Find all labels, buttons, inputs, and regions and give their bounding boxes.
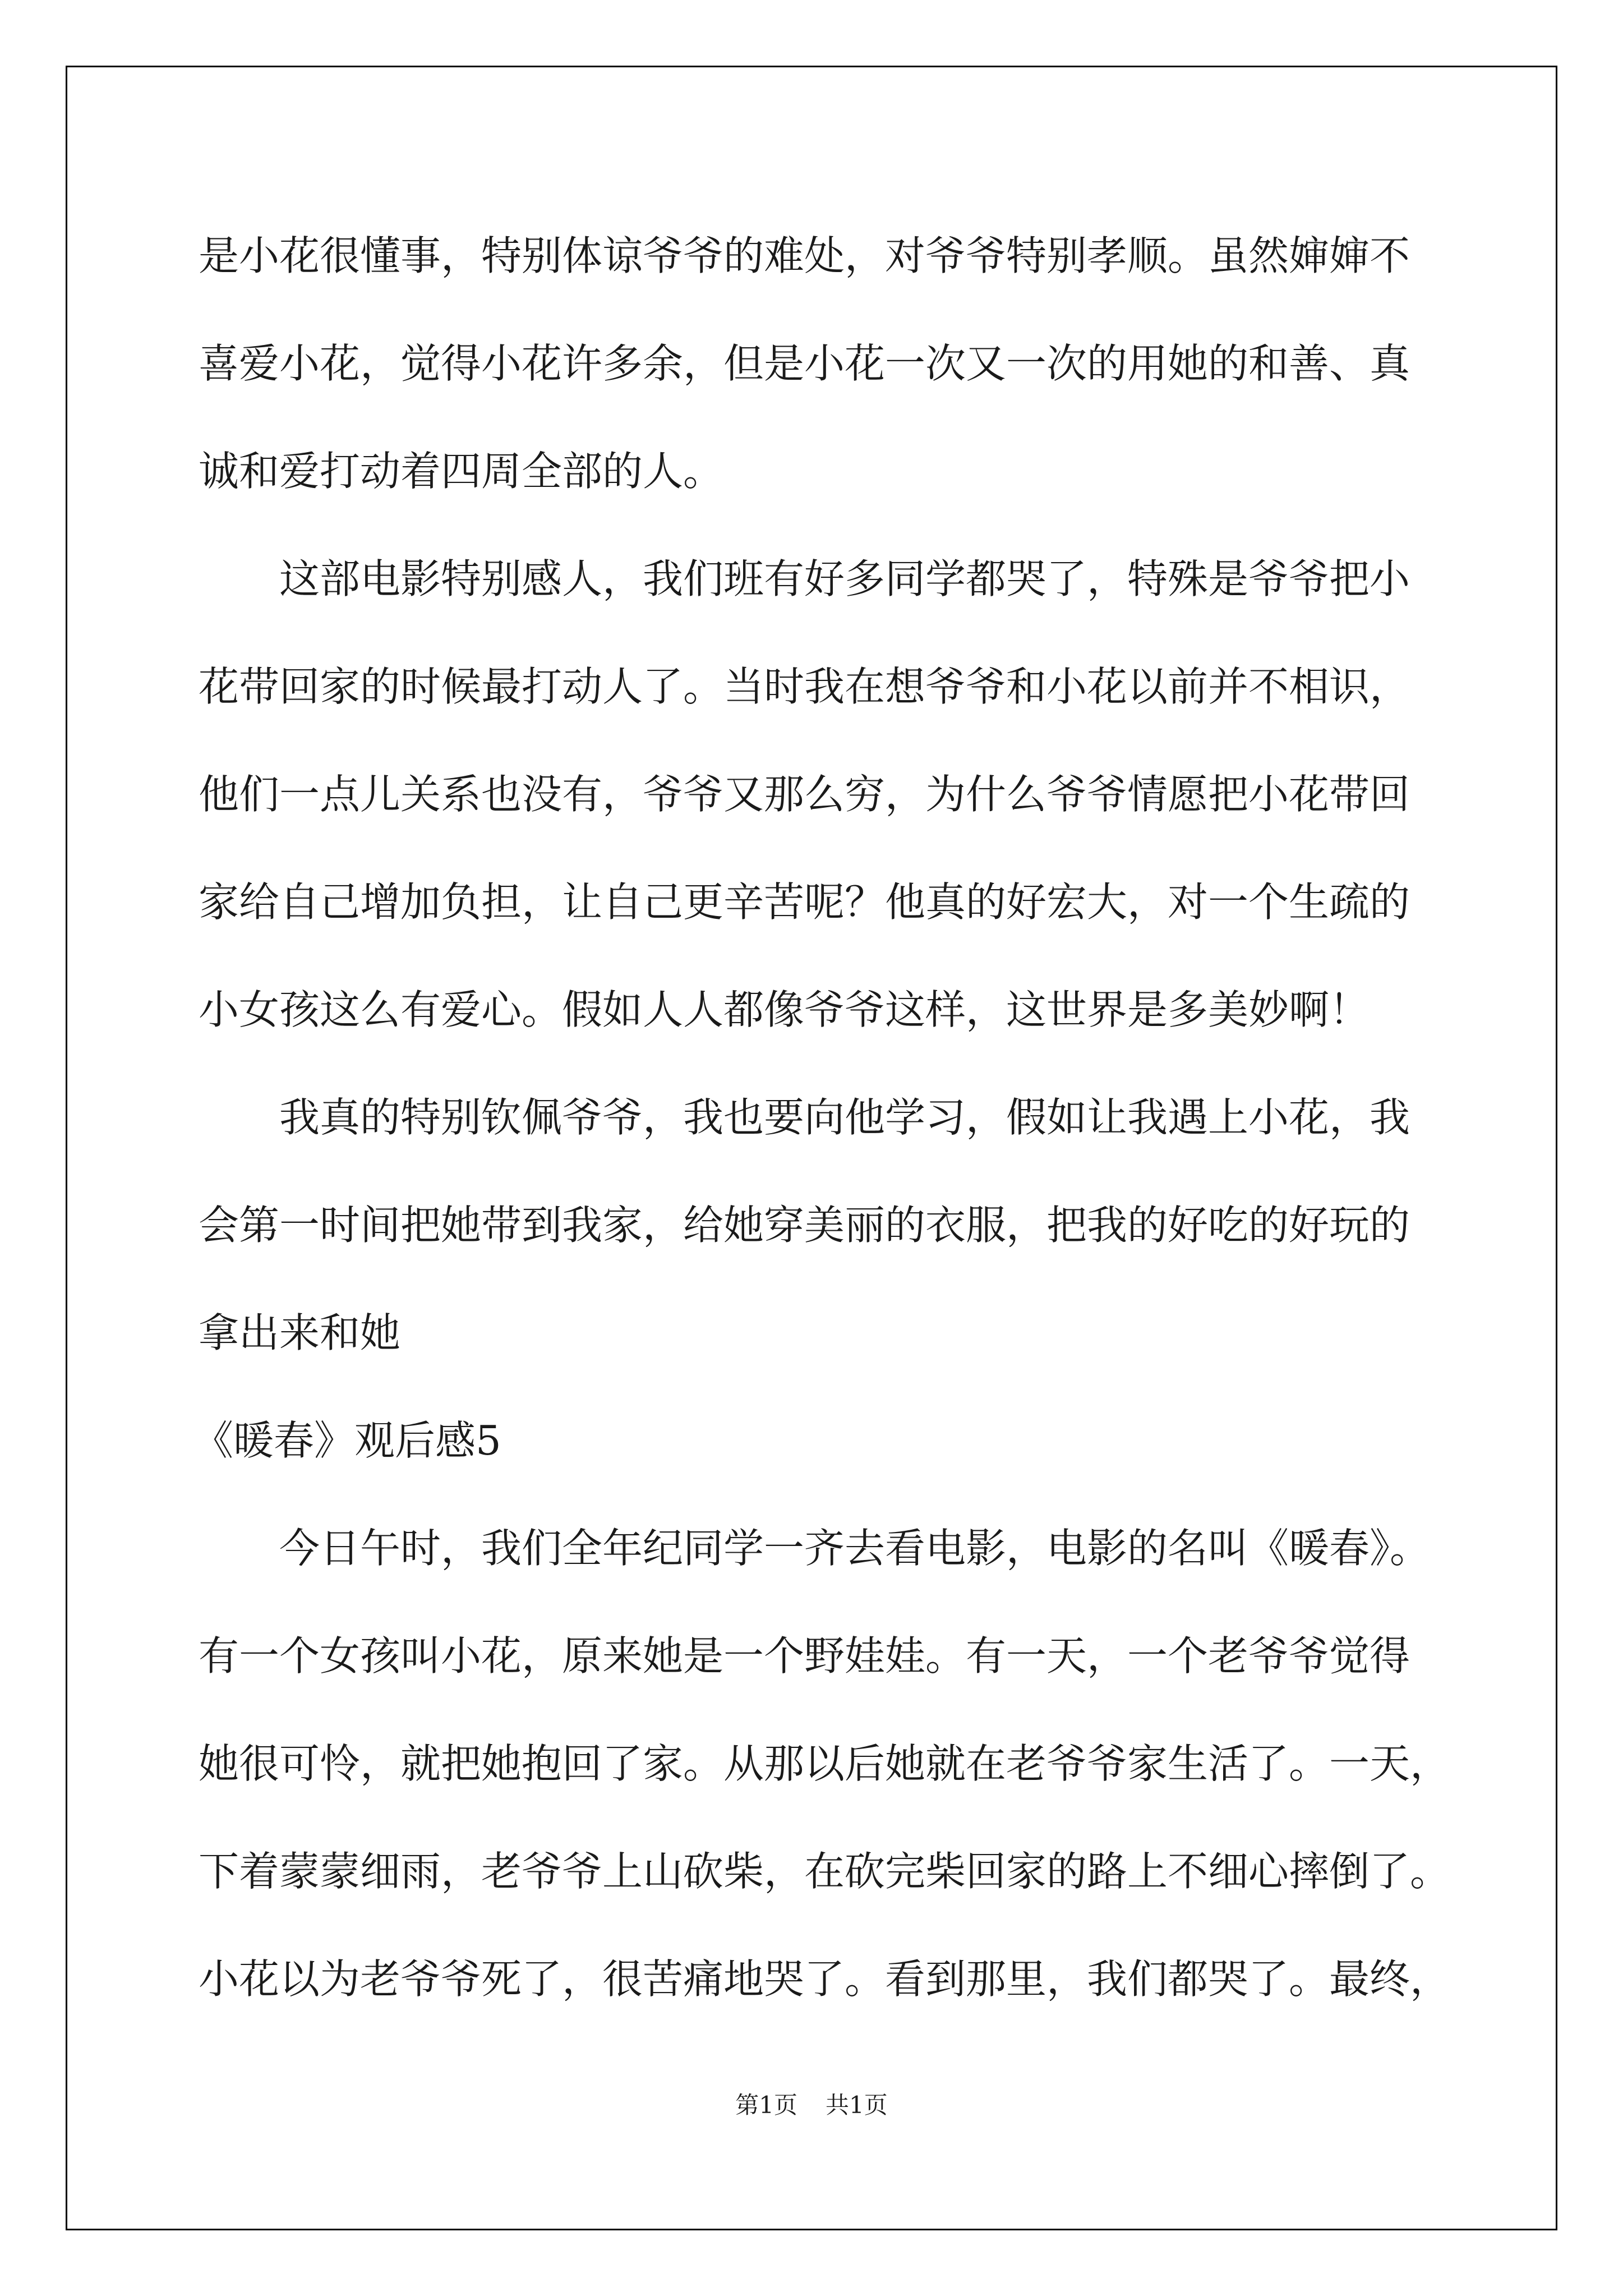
text-line: 小花以为老爷爷死了，很苦痛地哭了。看到那里，我们都哭了。最终， <box>199 1955 1451 2003</box>
text-line: 花带回家的时候最打动人了。当时我在想爷爷和小花以前并不相识， <box>199 663 1410 710</box>
section-heading: 《暖春》观后感5 <box>193 1417 501 1464</box>
page-number-total: 共1页 <box>826 2091 888 2119</box>
text-line: 是小花很懂事，特别体谅爷爷的难处，对爷爷特别孝顺。虽然婶婶不 <box>199 232 1410 279</box>
text-line: 喜爱小花，觉得小花许多余，但是小花一次又一次的用她的和善、真 <box>199 340 1410 387</box>
text-line: 会第一时间把她带到我家，给她穿美丽的衣服，把我的好吃的好玩的 <box>199 1202 1410 1249</box>
text-line: 她很可怜，就把她抱回了家。从那以后她就在老爷爷家生活了。一天， <box>199 1740 1451 1787</box>
page-footer <box>0 2087 1623 2120</box>
text-line: 小女孩这么有爱心。假如人人都像爷爷这样，这世界是多美妙啊！ <box>199 986 1370 1033</box>
text-line: 我真的特别钦佩爷爷，我也要向他学习，假如让我遇上小花，我 <box>279 1094 1410 1141</box>
page-number-current: 第1页 <box>735 2091 797 2119</box>
text-line: 有一个女孩叫小花，原来她是一个野娃娃。有一天，一个老爷爷觉得 <box>199 1632 1410 1680</box>
text-line: 家给自己增加负担，让自己更辛苦呢？他真的好宏大，对一个生疏的 <box>199 878 1410 926</box>
document-body <box>193 202 1466 2033</box>
text-line: 这部电影特别感人，我们班有好多同学都哭了，特殊是爷爷把小 <box>279 555 1410 602</box>
text-line: 下着蒙蒙细雨，老爷爷上山砍柴，在砍完柴回家的路上不细心摔倒了。 <box>199 1848 1451 1895</box>
text-line: 今日午时，我们全年纪同学一齐去看电影，电影的名叫《暖春》。 <box>279 1525 1431 1572</box>
text-line: 拿出来和她 <box>199 1309 401 1356</box>
text-line: 他们一点儿关系也没有，爷爷又那么穷，为什么爷爷情愿把小花带回 <box>199 771 1410 818</box>
text-line: 诚和爱打动着四周全部的人。 <box>199 448 724 495</box>
